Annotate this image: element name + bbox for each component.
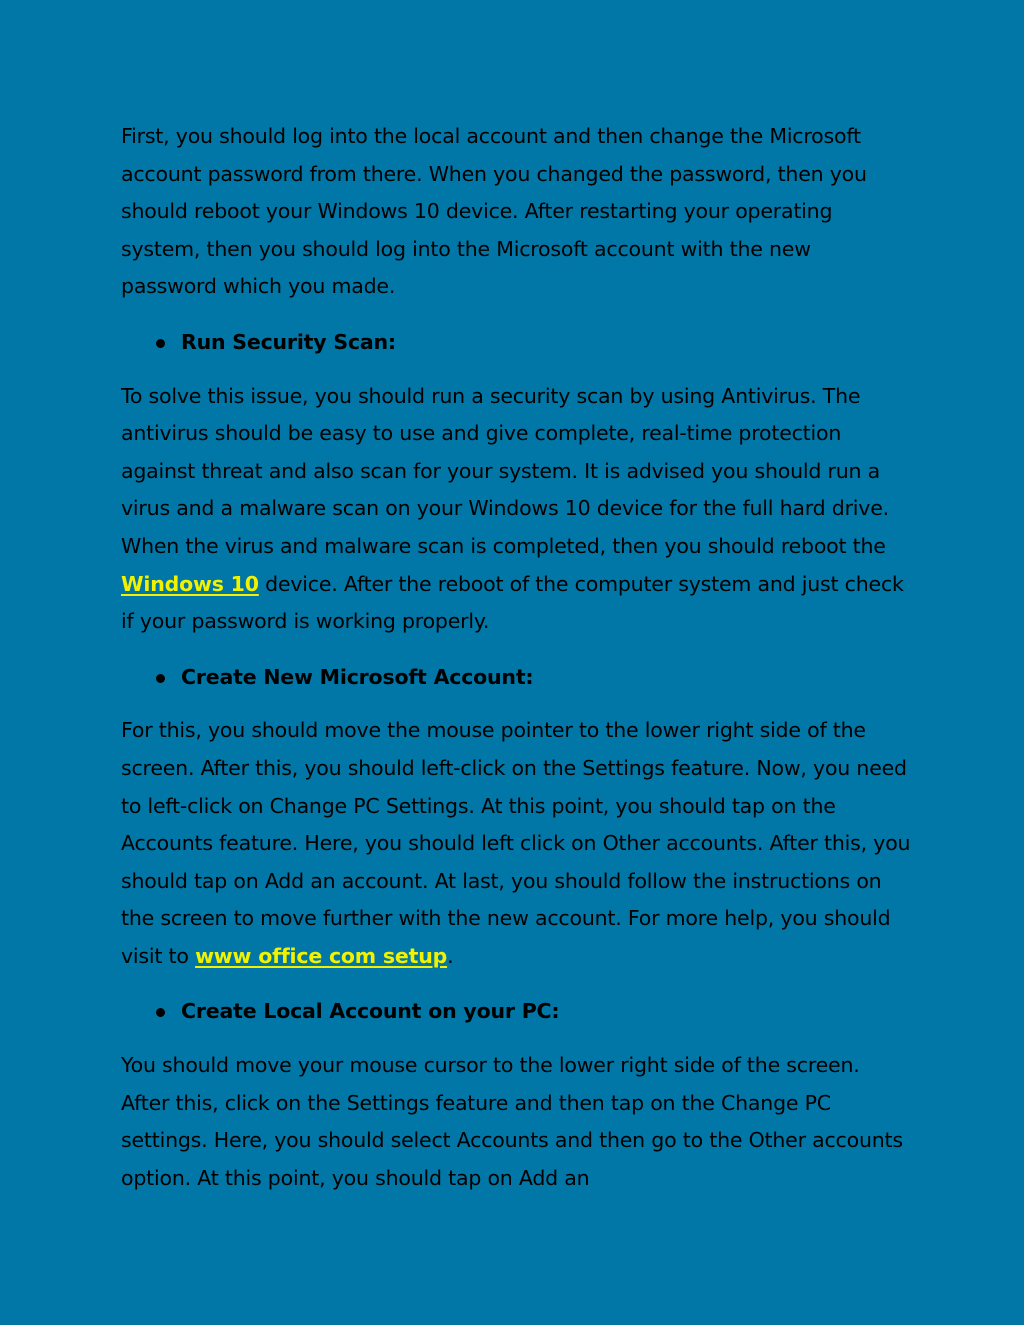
local-account-paragraph: You should move your mouse cursor to the lower right side of the screen. After this, click on the Settings feature and then tap on the Change PC settings. Here, you should select Accounts and then go to the Other accounts option. At this point, you should tap on Add an — [121, 1053, 903, 1190]
section-heading-run-security-scan — [121, 324, 911, 362]
bullet-icon — [156, 674, 165, 683]
document-page — [121, 118, 911, 1197]
bullet-icon — [156, 1008, 165, 1017]
windows-10-link[interactable]: Windows 10 — [121, 571, 259, 596]
section-heading-text: Create New Microsoft Account: — [181, 664, 534, 689]
section-heading-text: Create Local Account on your PC: — [181, 999, 560, 1024]
section-heading-create-local-account — [121, 993, 911, 1031]
section-heading-text: Run Security Scan: — [181, 329, 396, 354]
paragraph-text: device. After the reboot of the computer system and just check if your password is working properly. — [121, 571, 904, 634]
paragraph-text: For this, you should move the mouse pointer to the lower right side of the screen. After this, you should left-click on the Settings feature. Now, you need to left-click on Change PC Settings. At this point, you should tap on the Accounts feature. Here, you should left click on Other accounts. After this, you should tap on Add an account. At last, you should follow the instructions on the screen to move further with the new account. For more help, you should visit to — [121, 718, 911, 968]
paragraph-text: . — [447, 943, 454, 968]
intro-paragraph: First, you should log into the local account and then change the Microsoft account password from there. When you changed the password, then you should reboot your Windows 10 device. After restarting your operating system, then you should log into the Microsoft account with the new password which you made. — [121, 124, 867, 299]
new-account-paragraph — [121, 712, 911, 975]
bullet-icon — [156, 339, 165, 348]
section-heading-create-new-microsoft-account — [121, 659, 911, 697]
security-scan-paragraph — [121, 378, 911, 641]
office-setup-link[interactable]: www office com setup — [195, 943, 448, 968]
paragraph-text: To solve this issue, you should run a security scan by using Antivirus. The antivirus should be easy to use and give complete, real-time protection against threat and also scan for your system. It is advised you should run a virus and a malware scan on your Windows 10 device for the full hard drive. When the virus and malware scan is completed, then you should reboot the — [121, 383, 889, 558]
